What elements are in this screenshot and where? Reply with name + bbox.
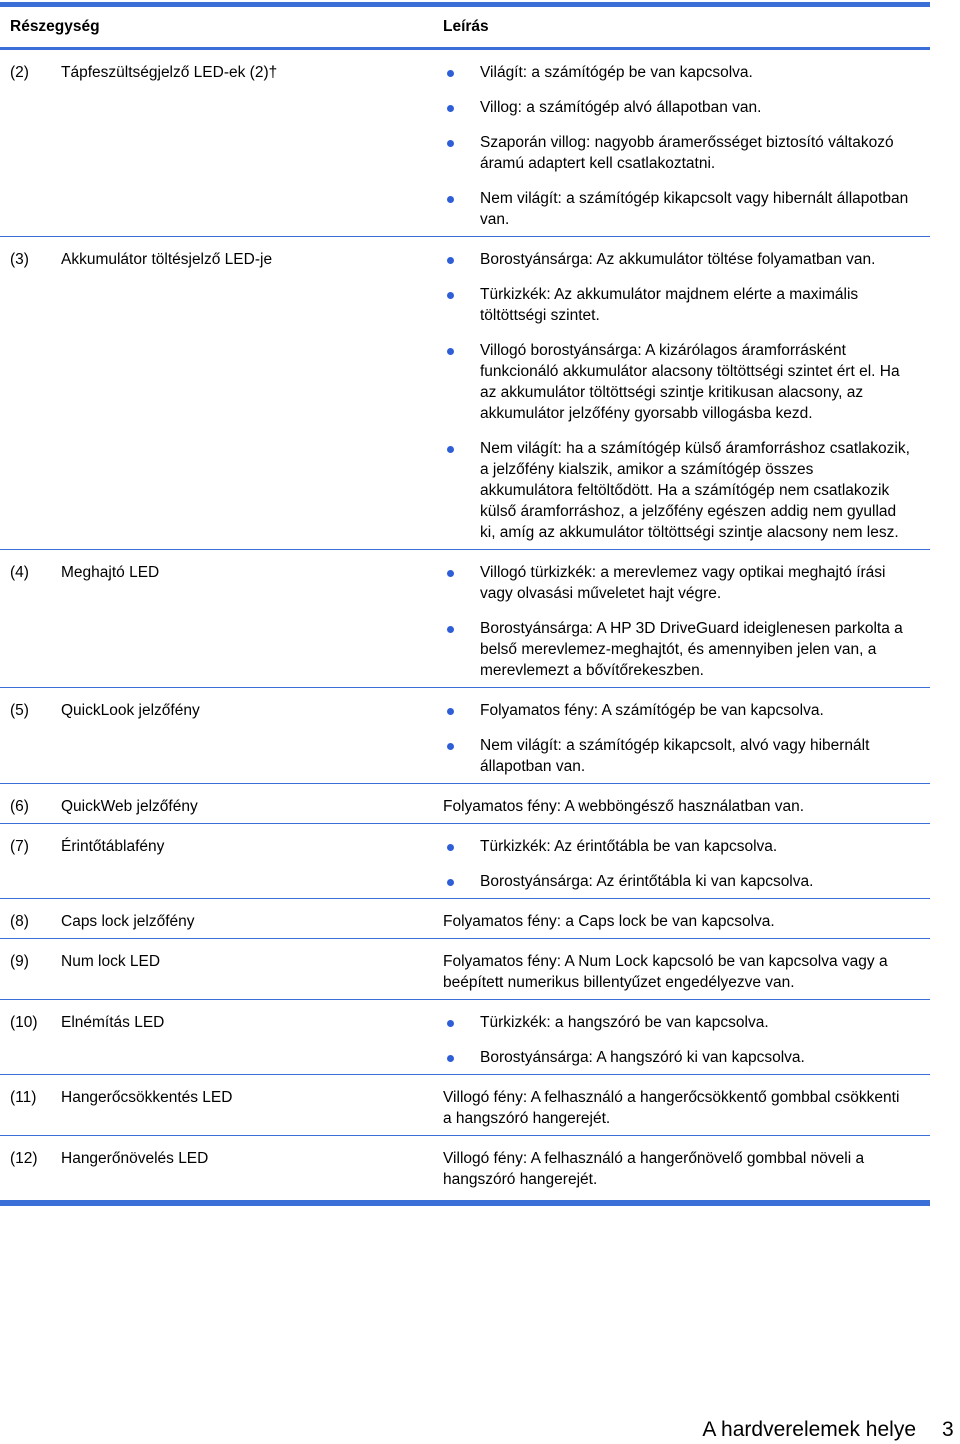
description-text: Folyamatos fény: a Caps lock be van kapcsolva. [443, 913, 775, 930]
table-row [0, 550, 930, 688]
row-number: (6) [10, 798, 29, 815]
list-item-text: Nem világít: a számítógép kikapcsolt vagy hibernált állapotban van. [480, 190, 909, 228]
list-item [443, 700, 930, 721]
row-description [443, 1087, 930, 1129]
description-text: Folyamatos fény: A webböngésző használatban van. [443, 798, 805, 815]
row-component: Meghajtó LED [61, 564, 160, 581]
bullet-icon [447, 257, 454, 264]
description-text: Villogó fény: A felhasználó a hangerőnövelő gombbal növeli a hangszóró hangerejét. [443, 1150, 865, 1188]
description-list [443, 700, 930, 777]
bullet-icon [447, 570, 454, 577]
row-description [443, 836, 930, 892]
row-description [443, 62, 930, 230]
bullet-icon [447, 70, 454, 77]
row-component: Num lock LED [61, 953, 161, 970]
bullet-icon [447, 708, 454, 715]
list-item-text: Borostyánsárga: A hangszóró ki van kapcsolva. [480, 1049, 805, 1066]
list-item-text: Nem világít: ha a számítógép külső áramforráshoz csatlakozik, a jelzőfény kialszik, amikor a számítógép összes akkumulátora feltöltődött. Ha a számítógép nem csatlakozik külső áramforráshoz, a jelzőfény egészen addig nem gyullad ki, amíg az akkumulátor töltöttségi szintje alacsony nem lesz. [480, 440, 910, 541]
list-item [443, 871, 930, 892]
bullet-icon [447, 1055, 454, 1062]
bullet-icon [447, 348, 454, 355]
list-item [443, 562, 930, 604]
footer-title: A hardverelemek helye [702, 1418, 916, 1441]
page-footer [0, 1418, 960, 1442]
list-item [443, 284, 930, 326]
description-list [443, 836, 930, 892]
row-description [443, 1148, 930, 1190]
row-description [443, 700, 930, 777]
bullet-icon [447, 140, 454, 147]
list-item [443, 188, 930, 230]
row-number: (2) [10, 64, 29, 81]
header-component: Részegység [10, 18, 100, 35]
row-description [443, 951, 930, 993]
table-row [0, 1075, 930, 1136]
list-item-text: Nem világít: a számítógép kikapcsolt, alvó vagy hibernált állapotban van. [480, 737, 870, 775]
list-item [443, 1012, 930, 1033]
bullet-icon [447, 196, 454, 203]
table-row [0, 784, 930, 824]
bullet-icon [447, 105, 454, 112]
row-number: (5) [10, 702, 29, 719]
bullet-icon [447, 626, 454, 633]
table-row [0, 939, 930, 1000]
bullet-icon [447, 292, 454, 299]
row-component: Érintőtáblafény [61, 838, 165, 855]
row-component: Akkumulátor töltésjelző LED-je [61, 251, 273, 268]
bullet-icon [447, 1020, 454, 1027]
row-number: (9) [10, 953, 29, 970]
description-list [443, 562, 930, 681]
list-item [443, 735, 930, 777]
bullet-icon [447, 879, 454, 886]
row-description [443, 796, 930, 817]
list-item-text: Borostyánsárga: Az érintőtábla ki van kapcsolva. [480, 873, 814, 890]
list-item-text: Türkizkék: a hangszóró be van kapcsolva. [480, 1014, 769, 1031]
list-item [443, 97, 930, 118]
table-bottom-rule [0, 1200, 930, 1206]
list-item-text: Villogó türkizkék: a merevlemez vagy optikai meghajtó írási vagy olvasási műveletet hajt végre. [480, 564, 886, 602]
list-item-text: Villogó borostyánsárga: A kizárólagos áramforrásként funkcionáló akkumulátor alacsony töltöttségi szintet ért el. Ha az akkumulátor töltöttségi szintje kritikusan alacsony, az akkumulátor jelzőfény gyorsabb villogásba kezd. [480, 342, 900, 422]
row-number: (3) [10, 251, 29, 268]
list-item [443, 249, 930, 270]
table-body [0, 50, 930, 1196]
row-component: Caps lock jelzőfény [61, 913, 195, 930]
row-component: Hangerőcsökkentés LED [61, 1089, 233, 1106]
row-number: (10) [10, 1014, 38, 1031]
row-component: QuickWeb jelzőfény [61, 798, 198, 815]
row-number: (4) [10, 564, 29, 581]
list-item [443, 836, 930, 857]
table-row [0, 1000, 930, 1075]
row-description [443, 911, 930, 932]
table-row [0, 688, 930, 784]
row-number: (12) [10, 1150, 38, 1167]
table-row [0, 824, 930, 899]
header-description: Leírás [443, 18, 489, 35]
list-item [443, 1047, 930, 1068]
description-text: Folyamatos fény: A Num Lock kapcsoló be van kapcsolva vagy a beépített numerikus billentyűzet engedélyezve van. [443, 953, 888, 991]
list-item-text: Borostyánsárga: Az akkumulátor töltése folyamatban van. [480, 251, 876, 268]
row-number: (8) [10, 913, 29, 930]
list-item [443, 340, 930, 424]
list-item [443, 132, 930, 174]
list-item-text: Villog: a számítógép alvó állapotban van. [480, 99, 762, 116]
list-item-text: Türkizkék: Az érintőtábla be van kapcsolva. [480, 838, 778, 855]
list-item-text: Borostyánsárga: A HP 3D DriveGuard ideiglenesen parkolta a belső merevlemez-meghajtót, és amennyiben jelen van, a merevlemezt a bővítőrekeszben. [480, 620, 903, 679]
list-item-text: Folyamatos fény: A számítógép be van kapcsolva. [480, 702, 824, 719]
table-row [0, 50, 930, 237]
row-description [443, 562, 930, 681]
row-number: (7) [10, 838, 29, 855]
list-item-text: Türkizkék: Az akkumulátor majdnem elérte a maximális töltöttségi szintet. [480, 286, 859, 324]
description-list [443, 249, 930, 543]
row-description [443, 1012, 930, 1068]
row-number: (11) [10, 1089, 37, 1106]
row-description [443, 249, 930, 543]
bullet-icon [447, 446, 454, 453]
list-item-text: Szaporán villog: nagyobb áramerősséget biztosító váltakozó áramú adaptert kell csatlakoztatni. [480, 134, 894, 172]
bullet-icon [447, 743, 454, 750]
bullet-icon [447, 844, 454, 851]
description-list [443, 62, 930, 230]
list-item [443, 618, 930, 681]
description-text: Villogó fény: A felhasználó a hangerőcsökkentő gombbal csökkenti a hangszóró hangerejét. [443, 1089, 900, 1127]
row-component: Elnémítás LED [61, 1014, 165, 1031]
description-list [443, 1012, 930, 1068]
row-component: QuickLook jelzőfény [61, 702, 200, 719]
page-number: 3 [942, 1418, 954, 1441]
list-item [443, 62, 930, 83]
table-row [0, 1136, 930, 1196]
list-item [443, 438, 930, 543]
row-component: Hangerőnövelés LED [61, 1150, 209, 1167]
table-row [0, 899, 930, 939]
list-item-text: Világít: a számítógép be van kapcsolva. [480, 64, 753, 81]
table-row [0, 237, 930, 550]
table-header [0, 7, 930, 47]
row-component: Tápfeszültségjelző LED-ek (2)† [61, 64, 278, 81]
